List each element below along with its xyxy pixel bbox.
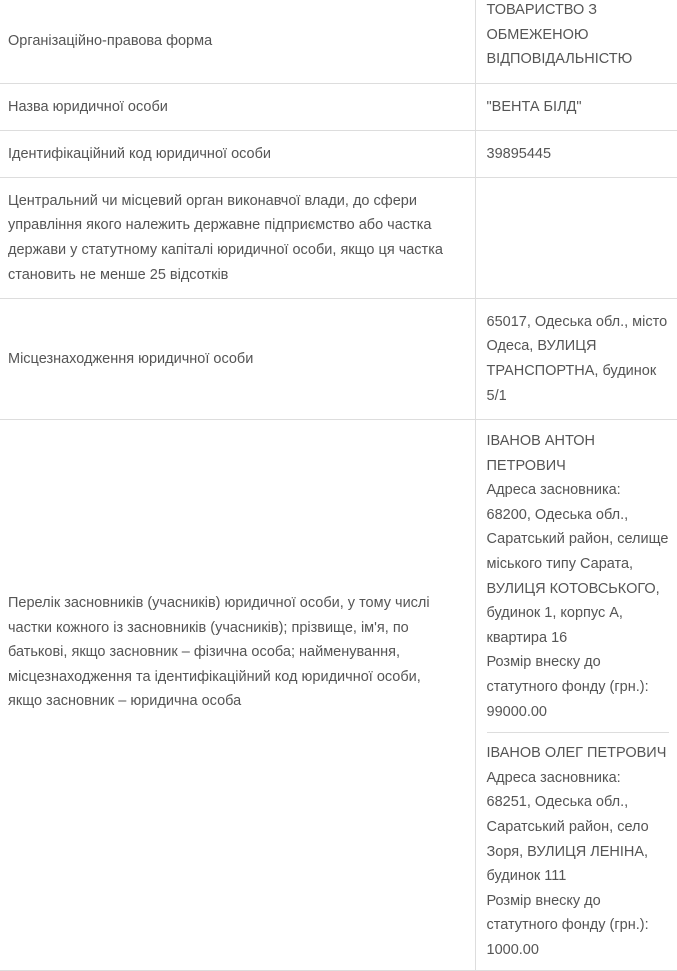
field-label: Місцезнаходження юридичної особи: [0, 299, 475, 420]
table-row-governing-authority: [0, 178, 677, 299]
founder-entry: [487, 429, 670, 732]
field-label: Центральний чи місцевий орган виконавчої влади, до сфери управління якого належить державне підприємство або частка держави у статутному капіталі юридичної особи, якщо ця частка становить не менше 25 відсотків: [0, 178, 475, 299]
founders-list: [475, 420, 677, 971]
field-value: ТОВАРИСТВО З ОБМЕЖЕНОЮ ВІДПОВІДАЛЬНІСТЮ: [486, 2, 633, 68]
field-label: Організаційно-правова форма: [0, 0, 475, 84]
field-value: 65017, Одеська обл., місто Одеса, ВУЛИЦЯ ТРАНСПОРТНА, будинок 5/1: [475, 299, 677, 420]
founder-address: Адреса засновника: 68251, Одеська обл., Саратський район, село Зоря, ВУЛИЦЯ ЛЕНІНА, будинок 111: [486, 769, 649, 885]
table-row-entity-name: [0, 84, 677, 131]
field-label: Ідентифікаційний код юридичної особи: [0, 131, 475, 178]
founder-entry: [487, 732, 670, 970]
founder-contribution: Розмір внеску до статутного фонду (грн.): 1000.00: [486, 892, 649, 958]
table-row-id-code: [0, 131, 677, 178]
field-value-cell: [475, 0, 677, 84]
founder-name: ІВАНОВ АНТОН ПЕТРОВИЧ: [486, 433, 595, 474]
founder-name: ІВАНОВ ОЛЕГ ПЕТРОВИЧ: [486, 745, 667, 762]
field-value: [475, 178, 677, 299]
founder-address: Адреса засновника: 68200, Одеська обл., Саратський район, селище міського типу Сарата, ВУЛИЦЯ КОТОВСЬКОГО, будинок 1, корпус А, квартира 16: [486, 482, 669, 646]
field-label: Назва юридичної особи: [0, 84, 475, 131]
field-label: Перелік засновників (учасників) юридичної особи, у тому числі частки кожного із засновників (учасників); прізвище, ім'я, по батькові, якщо засновник – фізична особа; найменування, місцезнаходження та ідентифікаційний код юридичної особи, якщо засновник – юридична особа: [0, 420, 475, 971]
table-row-legal-form: [0, 0, 677, 84]
field-value: 39895445: [475, 131, 677, 178]
founder-contribution: Розмір внеску до статутного фонду (грн.): 99000.00: [486, 654, 649, 720]
field-value: "ВЕНТА БІЛД": [475, 84, 677, 131]
table-row-founders: [0, 420, 677, 971]
table-row-location: [0, 299, 677, 420]
